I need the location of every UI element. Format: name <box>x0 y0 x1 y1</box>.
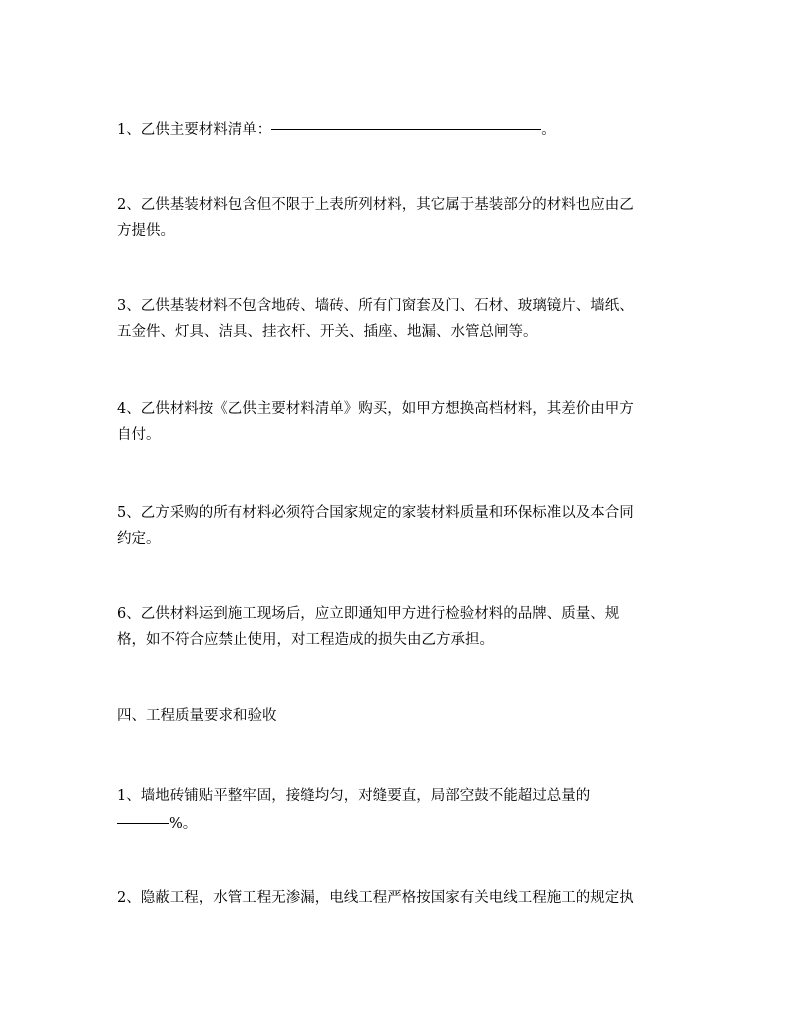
material-item-2 <box>117 192 682 244</box>
material-item-1-prefix: 1、乙供主要材料清单： <box>117 122 272 138</box>
material-item-5 <box>117 500 682 552</box>
material-item-1-suffix: 。 <box>541 122 556 138</box>
material-item-4 <box>117 396 682 448</box>
quality-item-1-line-1: 1、墙地砖铺贴平整牢固，接缝均匀，对缝要直，局部空鼓不能超过总量的 <box>117 788 591 804</box>
percentage-blank <box>117 805 169 824</box>
material-item-6-line-1: 6、乙供材料运到施工现场后，应立即通知甲方进行检验材料的品牌、质量、规 <box>117 606 620 622</box>
material-item-3-line-2: 五金件、灯具、洁具、挂衣杆、开关、插座、地漏、水管总闸等。 <box>117 324 538 340</box>
material-item-4-line-2: 自付。 <box>117 427 161 443</box>
quality-item-2-line-1: 2、隐蔽工程，水管工程无渗漏，电线工程严格按国家有关电线工程施工的规定执 <box>117 890 634 906</box>
material-item-5-line-2: 约定。 <box>117 531 161 547</box>
material-item-2-line-1: 2、乙供基装材料包含但不限于上表所列材料，其它属于基装部分的材料也应由乙 <box>117 197 634 213</box>
percentage-suffix: %。 <box>169 816 198 832</box>
quality-item-1 <box>117 783 682 837</box>
quality-item-1-line-2 <box>117 809 682 837</box>
material-item-3-line-1: 3、乙供基装材料不包含地砖、墙砖、所有门窗套及门、石材、玻璃镜片、墙纸、 <box>117 298 634 314</box>
section-heading-text: 四、工程质量要求和验收 <box>117 708 277 724</box>
material-item-1 <box>117 115 682 143</box>
material-item-5-line-1: 5、乙方采购的所有材料必须符合国家规定的家装材料质量和环保标准以及本合同 <box>117 505 634 521</box>
material-list-blank <box>271 111 541 130</box>
section-heading <box>117 703 682 729</box>
material-item-6 <box>117 601 682 653</box>
material-item-1-line <box>117 115 682 143</box>
material-item-2-line-2: 方提供。 <box>117 223 175 239</box>
material-item-3 <box>117 293 682 345</box>
quality-item-2 <box>117 885 682 911</box>
material-item-4-line-1: 4、乙供材料按《乙供主要材料清单》购买，如甲方想换高档材料，其差价由甲方 <box>117 401 634 417</box>
material-item-6-line-2: 格，如不符合应禁止使用，对工程造成的损失由乙方承担。 <box>117 632 494 648</box>
